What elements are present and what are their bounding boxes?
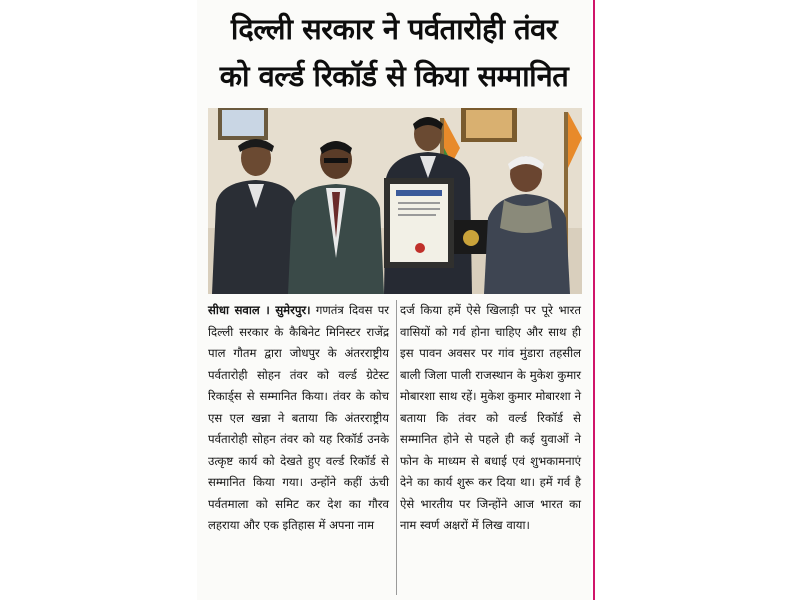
article-paragraph: गणतंत्र दिवस पर दिल्ली सरकार के कैबिनेट मिनिस्टर राजेंद्र पाल गौतम द्वारा जोधपुर के अंतरराष्ट्रीय पर्वतारोही सोहन तंवर को वर्ल्ड ग्रेटेस्ट रिकार्ड्स से सम्मानित किया। तंवर के कोच एस एल खन्ना ने बताया कि अंतरराष्ट्रीय पर्वतारोही सोहन तंवर को यह रिकॉर्ड उनके उत्कृष्ट कार्य को देखते हुए वर्ल्ड रिकॉर्ड से सम्मानित किया गया। उन्होंने कहीं ऊंची पर्वतमाला को समिट कर देश का गौरव लहराया और एक इतिहास में अपना नाम: [208, 303, 390, 532]
headline-line-2: को वर्ल्ड रिकॉर्ड से किया सम्मानित: [219, 59, 569, 93]
news-photo: [208, 108, 582, 294]
article-column-right: [400, 300, 581, 537]
headline: [197, 6, 591, 100]
article-column-left: [208, 300, 389, 537]
headline-line-1: दिल्ली सरकार ने पर्वतारोही तंवर: [230, 12, 558, 46]
column-rule: [593, 0, 595, 600]
dateline: सीधा सवाल । सुमेरपुर।: [208, 303, 311, 317]
column-divider: [396, 300, 397, 595]
article-paragraph-continued: दर्ज किया हमें ऐसे खिलाड़ी पर पूरे भारत वासियों को गर्व होना चाहिए और साथ ही इस पावन अवसर पर गांव मुंडारा तहसील बाली जिला पाली राजस्थान के मुकेश कुमार मोबारशा साथ रहें। मुकेश कुमार मोबारशा ने बताया कि तंवर को वर्ल्ड रिकॉर्ड से सम्मानित होने से पहले ही कई युवाओं ने फोन के माध्यम से बधाई एवं शुभकामनाएं देने का कार्य शुरू कर दिया था। हमें गर्व है ऐसे भारतीय पर जिन्होंने आज भारत का नाम स्वर्ण अक्षरों में लिख वाया।: [400, 303, 581, 532]
